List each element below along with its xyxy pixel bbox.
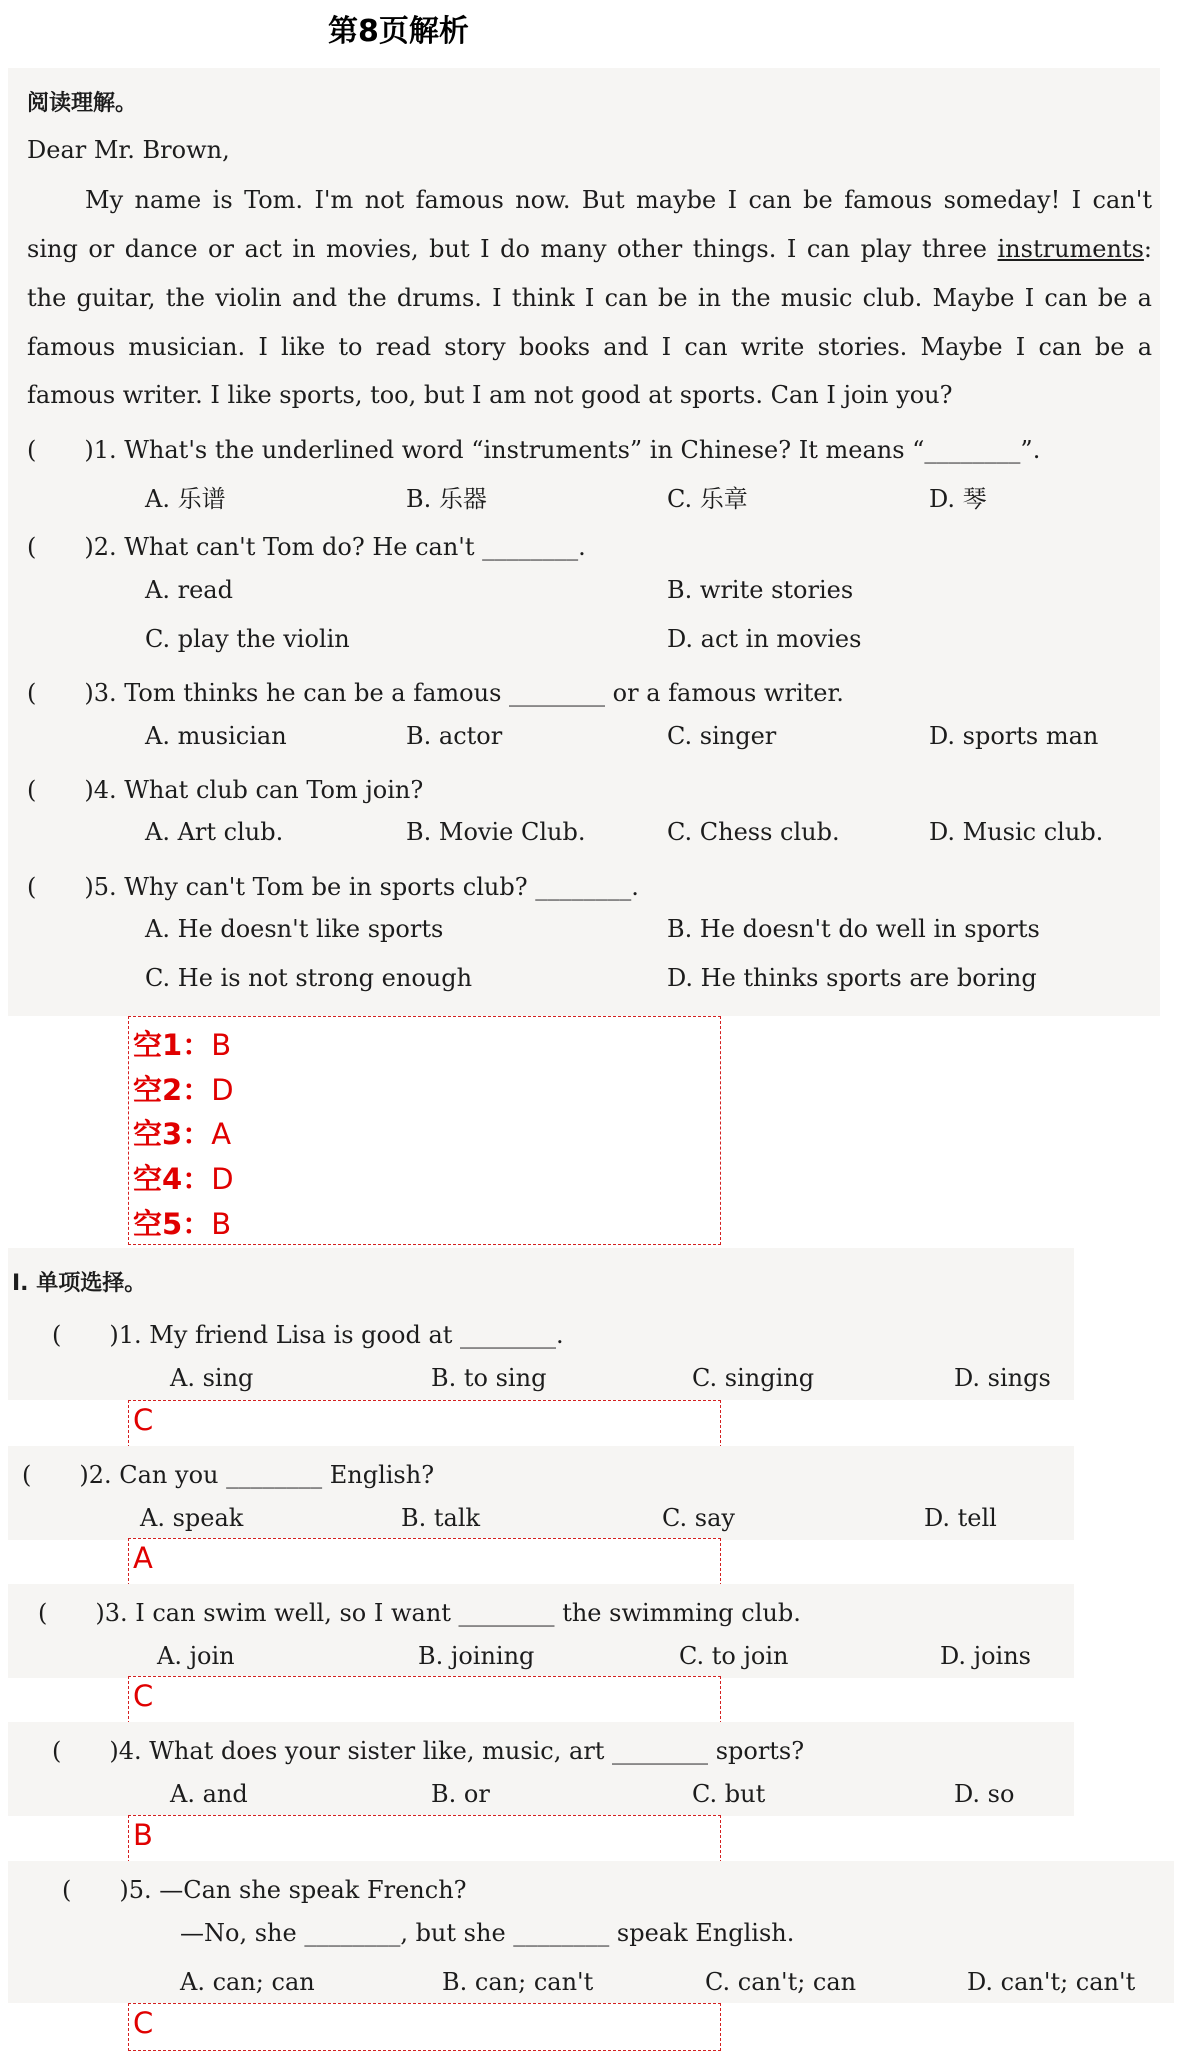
choice-answer-3: C [133,1679,154,1713]
c5-option-d: D. can't; can't [967,1968,1136,1996]
choice-answer-5: C [133,2006,154,2040]
choice-question-2: ( )2. Can you ________ English? [22,1461,435,1489]
letter-line-3: the guitar, the violin and the drums. I think I can be in the music club. Maybe I can be a [27,284,1152,312]
c1-option-d: D. sings [954,1364,1051,1392]
choice-question-3: ( )3. I can swim well, so I want ________ the swimming club. [38,1599,801,1627]
c4-option-b: B. or [431,1780,490,1808]
choice-answer-4: B [133,1818,153,1852]
c4-option-a: A. and [170,1780,248,1808]
answer-label-5: 空5： [133,1207,212,1241]
c1-option-c: C. singing [692,1364,815,1392]
q2-option-d: D. act in movies [667,625,862,653]
q1-option-a: A. 乐谱 [145,485,226,513]
reading-question-1: ( )1. What's the underlined word “instruments” in Chinese? It means “________”. [27,436,1041,464]
c5-option-c: C. can't; can [705,1968,857,1996]
reading-question-4: ( )4. What club can Tom join? [27,776,424,804]
answer-line-3 [133,1112,231,1153]
letter-line-1: My name is Tom. I'm not famous now. But maybe I can be famous someday! I can't [85,186,1152,214]
letter-line-2 [27,235,1152,263]
c1-option-b: B. to sing [431,1364,547,1392]
c4-option-d: D. so [954,1780,1015,1808]
q3-option-b: B. actor [406,722,503,750]
c5-option-a: A. can; can [180,1968,315,1996]
line2-post: : [1143,235,1152,263]
choice-answer-2: A [133,1541,153,1575]
reading-question-2: ( )2. What can't Tom do? He can't ________. [27,533,586,561]
q5-option-c: C. He is not strong enough [145,964,473,992]
choice-question-5-line2: —No, she ________, but she ________ speak English. [180,1919,795,1947]
choice-answer-box-4 [128,1815,721,1863]
q2-option-b: B. write stories [667,576,854,604]
q5-option-b: B. He doesn't do well in sports [667,915,1040,943]
choice-heading: Ⅰ. 单项选择。 [12,1271,147,1296]
answer-value-5: B [211,1207,232,1241]
letter-line-5: famous writer. I like sports, too, but I am not good at sports. Can I join you? [27,381,953,409]
q3-option-c: C. singer [667,722,777,750]
q1-option-b: B. 乐器 [406,485,487,513]
c4-option-c: C. but [692,1780,766,1808]
c3-option-d: D. joins [940,1642,1031,1670]
choice-answer-box-5 [128,2003,721,2051]
underlined-word: instruments [997,235,1144,263]
q2-option-c: C. play the violin [145,625,350,653]
answer-label-4: 空4： [133,1162,212,1196]
q1-option-c: C. 乐章 [667,485,748,513]
answer-label-2: 空2： [133,1073,212,1107]
q4-option-d: D. Music club. [929,818,1104,846]
c5-option-b: B. can; can't [442,1968,594,1996]
letter-line-4: famous musician. I like to read story books and I can write stories. Maybe I can be a [27,333,1152,361]
choice-answer-box-1 [128,1400,721,1448]
answer-label-1: 空1： [133,1028,212,1062]
choice-question-4: ( )4. What does your sister like, music, art ________ sports? [52,1737,805,1765]
q5-option-d: D. He thinks sports are boring [667,964,1037,992]
choice-answer-1: C [133,1403,154,1437]
c1-option-a: A. sing [170,1364,254,1392]
line2-pre: sing or dance or act in movies, but I do many other things. I can play three [27,235,987,263]
q5-option-a: A. He doesn't like sports [145,915,444,943]
q4-option-b: B. Movie Club. [406,818,586,846]
c2-option-a: A. speak [140,1504,244,1532]
reading-heading: 阅读理解。 [27,91,138,116]
reading-answer-box [128,1016,721,1245]
q4-option-a: A. Art club. [145,818,284,846]
c3-option-a: A. join [157,1642,235,1670]
answer-line-5 [133,1202,231,1243]
letter-salutation: Dear Mr. Brown, [27,136,230,164]
q1-option-d: D. 琴 [929,485,987,513]
answer-value-1: B [211,1028,232,1062]
answer-line-4 [133,1157,234,1198]
reading-question-5: ( )5. Why can't Tom be in sports club? ________. [27,873,639,901]
answer-label-3: 空3： [133,1117,212,1151]
q4-option-c: C. Chess club. [667,818,840,846]
choice-question-5: ( )5. —Can she speak French? [62,1876,467,1904]
choice-answer-box-3 [128,1676,721,1724]
c2-option-d: D. tell [924,1504,997,1532]
q3-option-a: A. musician [145,722,287,750]
reading-question-3: ( )3. Tom thinks he can be a famous ________ or a famous writer. [27,679,844,707]
c2-option-c: C. say [662,1504,735,1532]
c2-option-b: B. talk [401,1504,481,1532]
choice-question-1: ( )1. My friend Lisa is good at ________. [52,1321,564,1349]
answer-line-2 [133,1068,234,1109]
answer-value-2: D [211,1073,234,1107]
c3-option-c: C. to join [679,1642,789,1670]
page-title: 第8页解析 [328,14,469,49]
choice-answer-box-2 [128,1538,721,1586]
answer-line-1 [133,1023,231,1064]
answer-value-4: D [211,1162,234,1196]
c3-option-b: B. joining [418,1642,535,1670]
q2-option-a: A. read [145,576,233,604]
answer-value-3: A [211,1117,232,1151]
q3-option-d: D. sports man [929,722,1099,750]
